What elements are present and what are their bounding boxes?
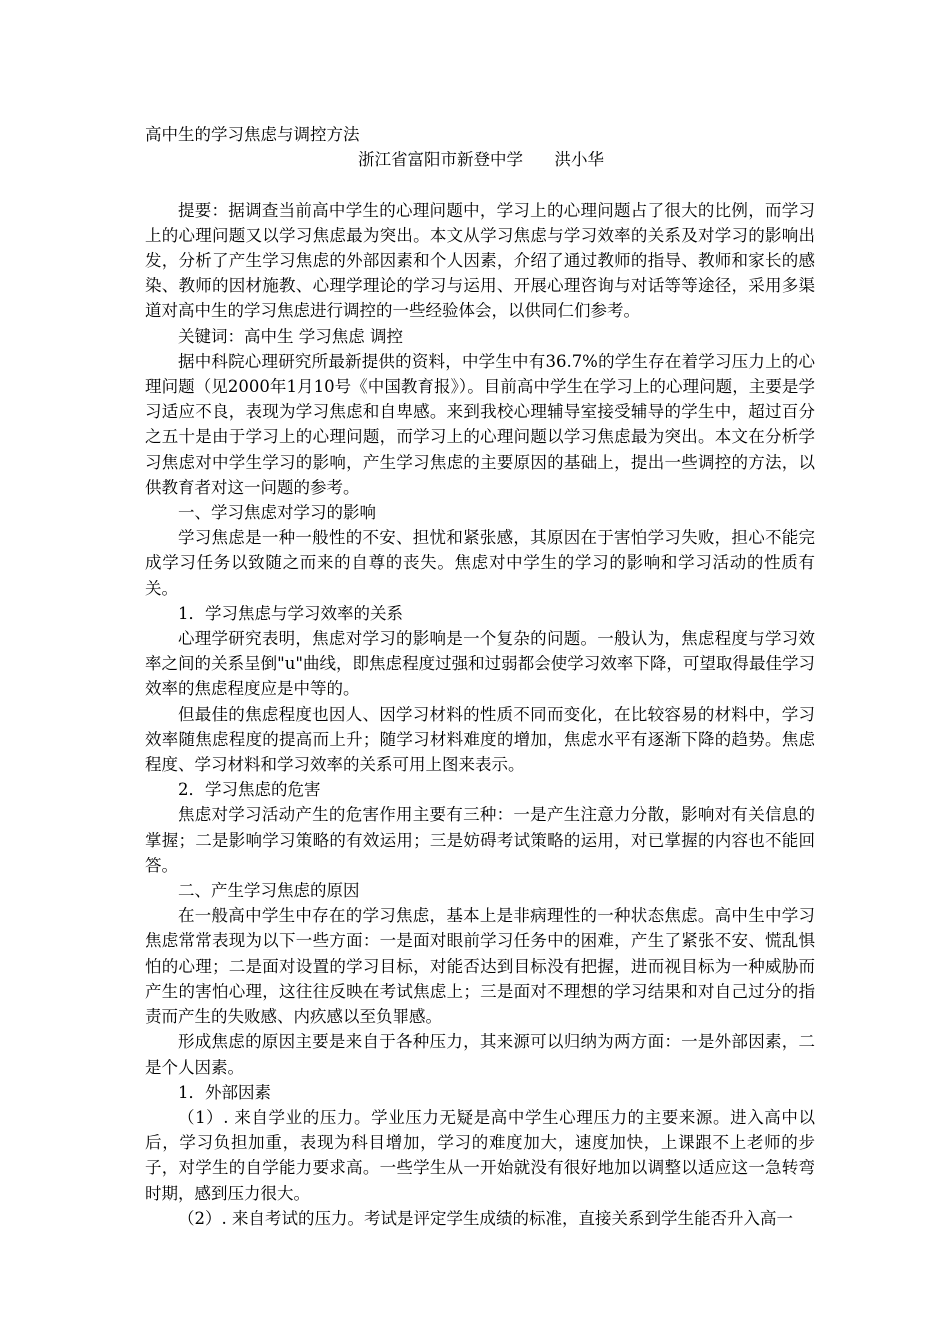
body-paragraph: （2）. 来自考试的压力。考试是评定学生成绩的标准，直接关系到学生能否升入高一	[178, 1208, 793, 1228]
section-heading: 2．学习焦虑的危害	[178, 780, 321, 800]
body-paragraph: 据中科院心理研究所最新提供的资料，中学生中有36.7%的学生存在着学习压力上的心理问题（见2000年1月10号《中国教育报》）。目前高中学生在学习上的心理问题，主要是学习适应不良，表现为学习焦虑和自卑感。来到我校心理辅导室接受辅导的学生中，超过百分之五十是由于学习上的心理问题，而学习上的心理问题以学习焦虑最为突出。本文在分析学习焦虑对中学生学习的影响，产生学习焦虑的主要原因的基础上，提出一些调控的方法，以供教育者对这一问题的参考。	[145, 351, 815, 497]
body-paragraph: （1）. 来自学业的压力。学业压力无疑是高中学生心理压力的主要来源。进入高中以后，学习负担加重，表现为科目增加，学习的难度加大，速度加快，上课跟不上老师的步子，对学生的自学能力要求高。一些学生从一开始就没有很好地加以调整以适应这一急转弯时期，感到压力很大。	[145, 1107, 815, 1203]
document-title: 高中生的学习焦虑与调控方法	[145, 125, 360, 144]
body-paragraph: 学习焦虑是一种一般性的不安、担忧和紧张感，其原因在于害怕学习失败，担心不能完成学习任务以致随之而来的自尊的丧失。焦虑对中学生的学习的影响和学习活动的性质有关。	[145, 528, 815, 598]
body-paragraph: 提要：据调查当前高中学生的心理问题中，学习上的心理问题占了很大的比例，而学习上的心理问题又以学习焦虑最为突出。本文从学习焦虑与学习效率的关系及对学习的影响出发，分析了产生学习焦虑的外部因素和个人因素，介绍了通过教师的指导、教师和家长的感染、教师的因材施教、心理学理论的学习与运用、开展心理咨询与对话等等途径，采用多渠道对高中生的学习焦虑进行调控的一些经验体会，以供同仁们参考。	[145, 200, 815, 321]
document-body	[145, 198, 815, 1231]
body-paragraph: 形成焦虑的原因主要是来自于各种压力，其来源可以归纳为两方面：一是外部因素，二是个人因素。	[145, 1032, 815, 1077]
section-heading: 1．外部因素	[178, 1082, 271, 1102]
section-heading: 1．学习焦虑与学习效率的关系	[178, 603, 403, 623]
author-line: 浙江省富阳市新登中学 洪小华	[358, 150, 604, 170]
document-page	[145, 122, 815, 1231]
body-paragraph: 焦虑对学习活动产生的危害作用主要有三种：一是产生注意力分散，影响对有关信息的掌握；二是影响学习策略的有效运用；三是妨碍考试策略的运用，对已掌握的内容也不能回答。	[145, 805, 815, 875]
blank-line	[145, 172, 815, 197]
section-heading: 二、产生学习焦虑的原因	[178, 881, 360, 901]
body-paragraph: 但最佳的焦虑程度也因人、因学习材料的性质不同而变化，在比较容易的材料中，学习效率随焦虑程度的提高而上升；随学习材料难度的增加，焦虑水平有逐渐下降的趋势。焦虑程度、学习材料和学习效率的关系可用上图来表示。	[145, 704, 815, 775]
body-paragraph: 在一般高中学生中存在的学习焦虑，基本上是非病理性的一种状态焦虑。高中生中学习焦虑常常表现为以下一些方面：一是面对眼前学习任务中的困难，产生了紧张不安、慌乱惧怕的心理；二是面对设置的学习目标，对能否达到目标没有把握，进而视目标为一种威胁而产生的害怕心理，这往往反映在考试焦虑上；三是面对不理想的学习结果和对自己过分的指责而产生的失败感、内疚感以至负罪感。	[145, 906, 815, 1027]
section-heading: 关键词：高中生 学习焦虑 调控	[178, 326, 403, 346]
body-paragraph: 心理学研究表明，焦虑对学习的影响是一个复杂的问题。一般认为，焦虑程度与学习效率之间的关系呈倒"u"曲线，即焦虑程度过强和过弱都会使学习效率下降，可望取得最佳学习效率的焦虑程度应是中等的。	[145, 629, 815, 699]
section-heading: 一、学习焦虑对学习的影响	[178, 503, 376, 523]
